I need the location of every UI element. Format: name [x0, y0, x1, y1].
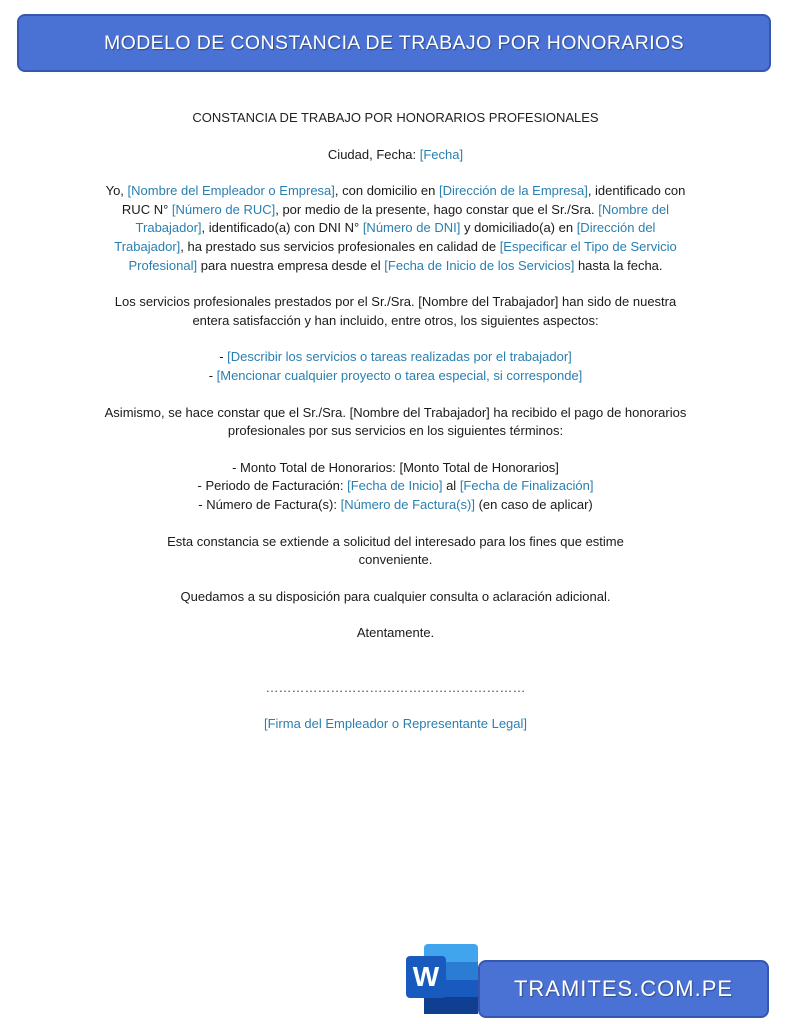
periodo-inicio-placeholder: [Fecha de Inicio] [347, 478, 443, 494]
word-icon [404, 942, 480, 1016]
p1-text-4: , por medio de la presente, hago constar que el Sr./Sra. [275, 201, 599, 217]
date-prefix: Ciudad, Fecha: [327, 146, 420, 162]
factura-note: (en caso de aplicar) [474, 496, 593, 512]
periodo-al: al [442, 478, 460, 494]
service-type-placeholder: [Especificar el Tipo de Servicio Profesional] [128, 238, 677, 273]
ruc-placeholder: [Número de RUC] [171, 201, 276, 217]
signature-line: …………………………………………………… [265, 679, 526, 695]
signature-placeholder: [Firma del Empleador o Representante Legal] [263, 716, 528, 732]
employer-name-placeholder: [Nombre del Empleador o Empresa] [127, 183, 335, 199]
p1-text-8: para nuestra empresa desde el [197, 257, 385, 273]
footer-site: TRAMITES.COM.PE [513, 976, 734, 1001]
paragraph-4: Esta constancia se extiende a solicitud del interesado para los fines que estime conveniente. [167, 533, 624, 568]
term-factura [100, 496, 691, 515]
factura-label: - Número de Factura(s): [198, 496, 341, 512]
paragraph-2: Los servicios profesionales prestados por el Sr./Sra. [Nombre del Trabajador] han sido de nuestra entera satisfacción y han incluido, entre otros, los siguientes aspectos: [114, 294, 677, 328]
word-icon-graphic [404, 942, 480, 1016]
header-title: MODELO DE CONSTANCIA DE TRABAJO POR HONORARIOS [103, 31, 684, 54]
worker-name-placeholder: [Nombre del Trabajador] [135, 201, 670, 236]
p1-text-3: , identificado con RUC N° [121, 183, 686, 217]
document-heading: CONSTANCIA DE TRABAJO POR HONORARIOS PROFESIONALES [192, 110, 599, 125]
document-body [100, 109, 691, 734]
paragraph-3: Asimismo, se hace constar que el Sr./Sra. [Nombre del Trabajador] ha recibido el pago de honorarios profesionales por sus servicios en los siguientes términos: [104, 404, 687, 439]
bullet-2-dash: - [208, 367, 217, 383]
worker-address-placeholder: [Dirección del Trabajador] [114, 220, 656, 254]
bullet-2-placeholder: [Mencionar cualquier proyecto o tarea especial, si corresponde] [216, 367, 583, 383]
header-banner [17, 14, 771, 72]
periodo-label: - Periodo de Facturación: [197, 478, 348, 494]
bullet-1 [100, 348, 691, 367]
date-line [100, 146, 691, 165]
p1-text-7: , ha prestado sus servicios profesionales en calidad de [180, 238, 500, 254]
p1-text-6: y domiciliado(a) en [460, 220, 577, 236]
footer-banner [478, 960, 769, 1018]
bullet-2 [100, 367, 691, 386]
p1-text-9: hasta la fecha. [574, 257, 663, 273]
p1-text-1: Yo, [105, 183, 128, 199]
closing: Atentamente. [356, 625, 435, 641]
date-placeholder: [Fecha] [419, 146, 464, 162]
term-monto: - Monto Total de Honorarios: [Monto Total de Honorarios] [232, 459, 559, 475]
bullet-1-dash: - [219, 349, 228, 365]
dni-placeholder: [Número de DNI] [362, 220, 461, 236]
bullet-1-placeholder: [Describir los servicios o tareas realizadas por el trabajador] [227, 349, 572, 365]
start-date-placeholder: [Fecha de Inicio de los Servicios] [384, 257, 575, 273]
word-icon-letter: W [412, 961, 440, 992]
company-address-placeholder: [Dirección de la Empresa] [438, 183, 588, 199]
term-periodo [100, 477, 691, 496]
paragraph-5: Quedamos a su disposición para cualquier consulta o aclaración adicional. [180, 588, 611, 604]
factura-placeholder: [Número de Factura(s)] [340, 496, 475, 512]
p1-text-2: , con domicilio en [334, 183, 439, 199]
periodo-fin-placeholder: [Fecha de Finalización] [459, 478, 594, 494]
paragraph-1 [100, 182, 691, 275]
p1-text-5: , identificado(a) con DNI N° [201, 220, 363, 236]
